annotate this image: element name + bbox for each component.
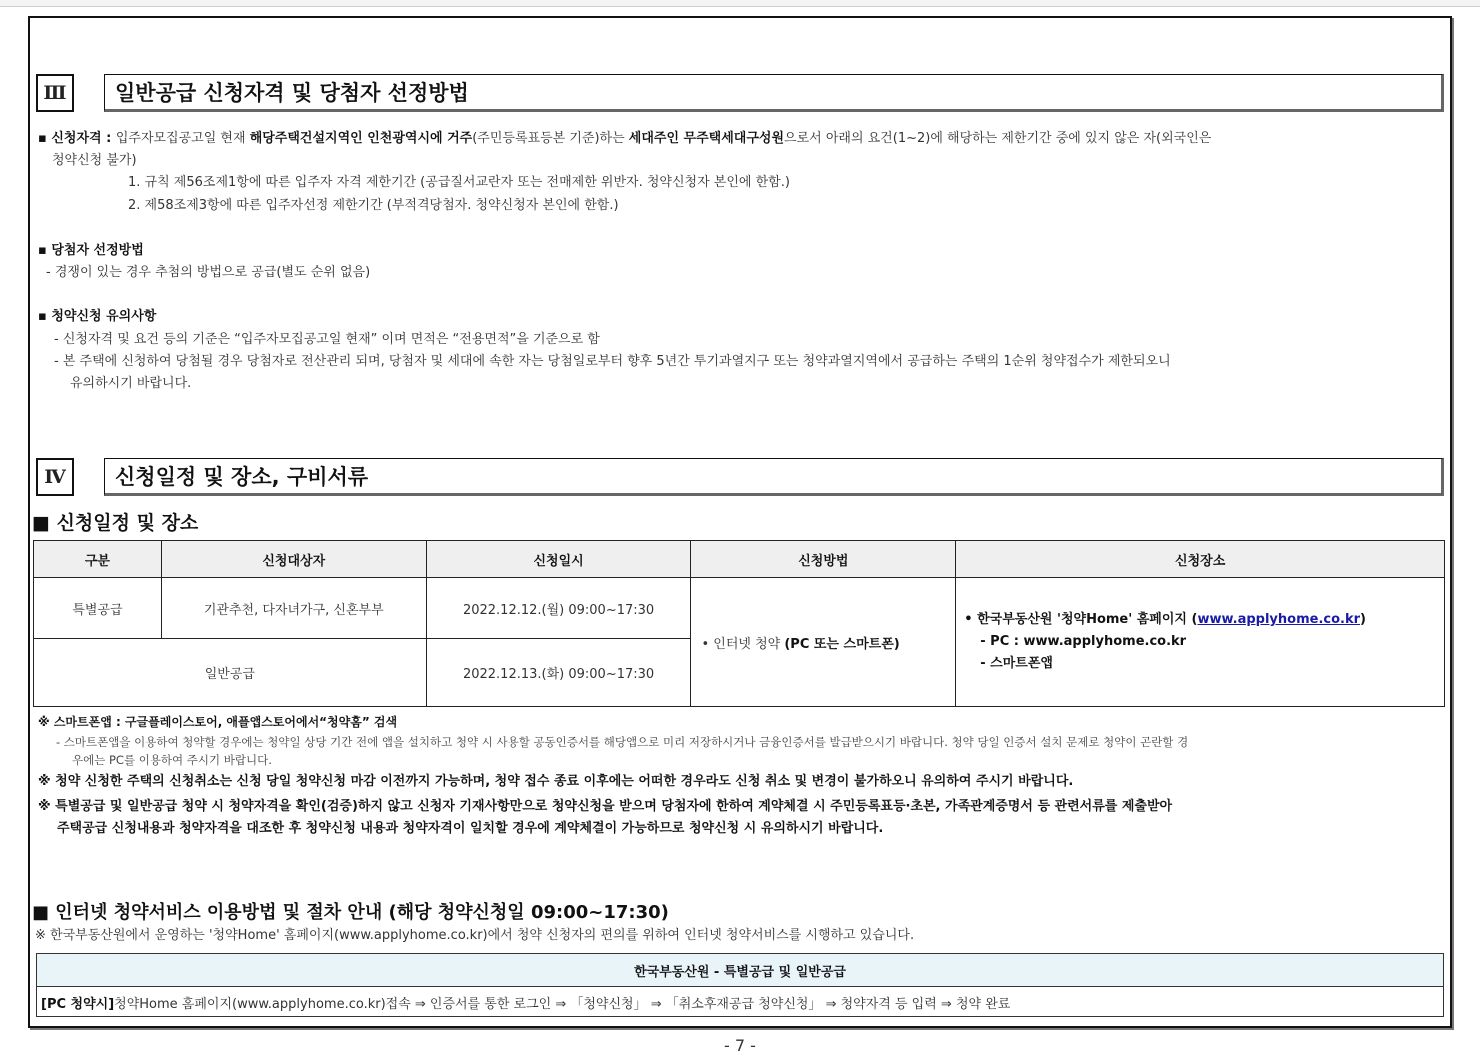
method-bold: (PC 또는 스마트폰) [784,636,900,652]
pc-steps: 청약Home 홈페이지(www.applyhome.co.kr)접속 ⇒ 인증서를 통한 로그인 ⇒ 「청약신청」 ⇒ 「취소후재공급 청약신청」 ⇒ 청약자격 등 입력 ⇒ 청약 완료 [114,996,1011,1012]
table-header-row [34,541,1445,578]
eligibility-line-cont: 청약신청 불가) [52,153,137,168]
eligibility-text: 으로서 아래의 요건(1~2)에 해당하는 제한기간 중에 있지 않은 자(외국인은 [784,131,1212,146]
caution-line: 유의하시기 바랍니다. [70,376,192,391]
eligibility-text: (주민등록표등본 기준)하는 [472,131,629,146]
caution-label: ▪ 청약신청 유의사항 [38,309,157,324]
target-cell: 기관추천, 다자녀가구, 신혼부부 [161,578,426,639]
note-cancel: ※ 청약 신청한 주택의 신청취소는 신청 당일 청약신청 마감 이전까지 가능하며, 청약 접수 종료 이후에는 어떠한 경우라도 신청 취소 및 변경이 불가하오니 유의하여 주시기 바랍니다. [38,774,1074,789]
column-header: 신청방법 [691,541,956,578]
note-smartphone-detail: - 스마트폰앱을 이용하여 청약할 경우에는 청약일 상당 기간 전에 앱을 설치하고 청약 시 사용할 공동인증서를 해당앱으로 미리 저장하시거나 금융인증서를 발급받으시기 바랍니다. 청약 당일 인증서 설치 문제로 청약이 곤란할 경 [56,735,1189,749]
service-box-title: 한국부동산원 - 특별공급 및 일반공급 [37,954,1443,987]
section-number: Ⅳ [36,458,74,496]
note-smartphone: ※ 스마트폰앱 : 구글플레이스토어, 애플앱스토어에서“청약홈” 검색 [38,715,398,729]
top-border [0,0,1480,7]
date-cell: 2022.12.13.(화) 09:00~17:30 [426,639,691,707]
column-header: 구분 [34,541,162,578]
applyhome-link[interactable]: www.applyhome.co.kr [1197,612,1361,627]
selection-label: ▪ 당첨자 선정방법 [38,243,144,258]
eligibility-household: 세대주인 무주택세대구성원 [628,131,785,146]
place-cell [956,578,1445,707]
eligibility-label: ▪ 신청자격 : [38,131,116,146]
place-line [964,609,1443,631]
pc-procedure-row [37,987,1443,1017]
eligibility-region: 해당주택건설지역인 인천광역시에 거주 [249,131,473,146]
supply-type-cell: 특별공급 [34,578,162,639]
place-line: - PC : www.applyhome.co.kr [980,634,1187,649]
column-header: 신청대상자 [161,541,426,578]
column-header: 신청일시 [426,541,691,578]
table-row [34,578,1445,639]
section-title: 신청일정 및 장소, 구비서류 [104,458,1444,496]
date-cell: 2022.12.12.(월) 09:00~17:30 [426,578,691,639]
eligibility-item: 1. 규칙 제56조제1항에 따른 입주자 자격 제한기간 (공급질서교란자 또는 전매제한 위반자. 청약신청자 본인에 한함.) [128,175,790,190]
selection-line: - 경쟁이 있는 경우 추첨의 방법으로 공급(별도 순위 없음) [46,265,371,280]
note-verification: ※ 특별공급 및 일반공급 청약 시 청약자격을 확인(검증)하지 않고 신청자 기재사항만으로 청약신청을 받으며 당첨자에 한하여 계약체결 시 주민등록표등·초본, 가족관계증명서 등 관련서류를 제출받아 [38,799,1173,814]
place-line: - 스마트폰앱 [980,656,1053,671]
eligibility-item: 2. 제58조제3항에 따른 입주자선정 제한기간 (부적격당첨자. 청약신청자 본인에 한함.) [128,198,619,213]
note-verification-cont: 주택공급 신청내용과 청약자격을 대조한 후 청약신청 내용과 청약자격이 일치할 경우에 계약체결이 가능하므로 청약신청 시 유의하시기 바랍니다. [57,821,884,836]
method-cell [691,578,956,707]
eligibility-line [38,128,1211,150]
section-title: 일반공급 신청자격 및 당첨자 선정방법 [104,74,1444,112]
internet-heading: ■ 인터넷 청약서비스 이용방법 및 절차 안내 (해당 청약신청일 09:00~17:30) [32,902,669,923]
place-text: ) [1360,612,1366,627]
note-smartphone-detail: 우에는 PC를 이용하여 주시기 바랍니다. [72,753,272,767]
column-header: 신청장소 [956,541,1445,578]
method-text: • 인터넷 청약 [701,636,785,652]
internet-service-box [36,953,1444,1017]
schedule-table [33,540,1445,707]
section-number: Ⅲ [36,74,74,112]
internet-note: ※ 한국부동산원에서 운영하는 '청약Home' 홈페이지(www.applyhome.co.kr)에서 청약 신청자의 편의를 위하여 인터넷 청약서비스를 시행하고 있습니다. [35,928,915,943]
page-frame [28,16,1452,1028]
caution-line: - 본 주택에 신청하여 당첨될 경우 당첨자로 전산관리 되며, 당첨자 및 세대에 속한 자는 당첨일로부터 향후 5년간 투기과열지구 또는 청약과열지역에서 공급하는 주택의 1순위 청약접수가 제한되오니 [54,354,1171,369]
eligibility-text: 입주자모집공고일 현재 [115,131,250,146]
caution-line: - 신청자격 및 요건 등의 기준은 “입주자모집공고일 현재” 이며 면적은 “전용면적”을 기준으로 함 [54,332,600,347]
supply-type-cell: 일반공급 [34,639,427,707]
place-text: • 한국부동산원 '청약Home' 홈페이지 ( [964,612,1198,627]
pc-label: [PC 청약시] [41,996,115,1012]
schedule-heading: ■ 신청일정 및 장소 [32,512,199,534]
page-number: - 7 - [724,1036,756,1055]
